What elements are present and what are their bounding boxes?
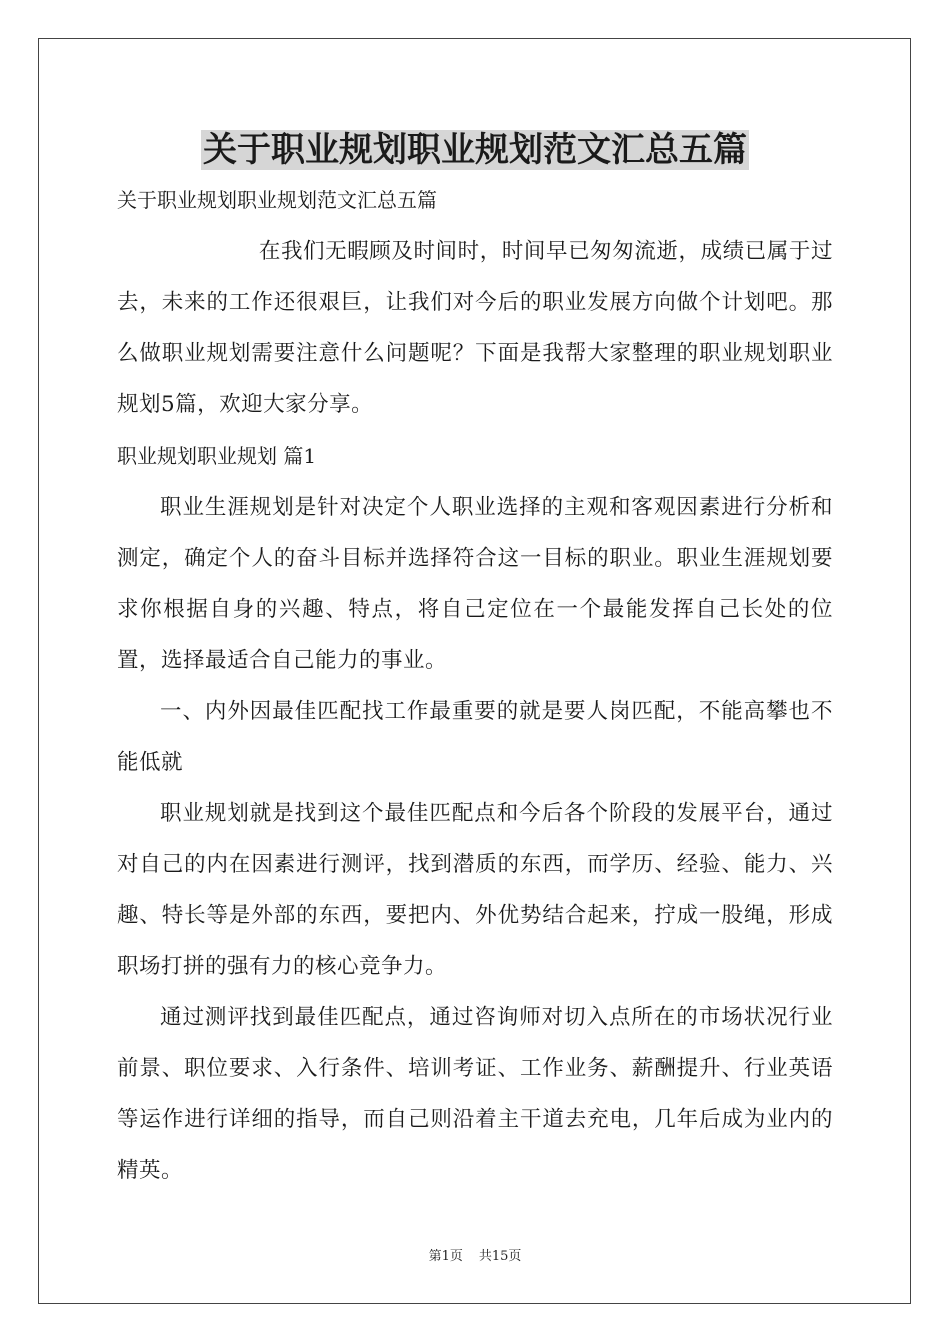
body-paragraph: 通过测评找到最佳匹配点，通过咨询师对切入点所在的市场状况行业前景、职位要求、入行条件、培训考证、工作业务、薪酬提升、行业英语等运作进行详细的指导，而自己则沿着主干道去充电，几年后成为业内的精英。	[117, 1005, 833, 1183]
document-title-text: 关于职业规划职业规划范文汇总五篇	[203, 130, 747, 170]
page-total: 共15页	[478, 1249, 522, 1264]
document-body	[117, 180, 833, 1196]
page-footer	[0, 1247, 950, 1267]
body-paragraph: 职业规划就是找到这个最佳匹配点和今后各个阶段的发展平台，通过对自己的内在因素进行测评，找到潜质的东西，而学历、经验、能力、兴趣、特长等是外部的东西，要把内、外优势结合起来，拧成一股绳，形成职场打拼的强有力的核心竞争力。	[117, 801, 833, 979]
body-paragraph: 一、内外因最佳匹配找工作最重要的就是要人岗匹配，不能高攀也不能低就	[117, 699, 833, 775]
document-title	[0, 124, 950, 176]
page-number: 第1页	[428, 1249, 463, 1264]
document-subtitle: 关于职业规划职业规划范文汇总五篇	[117, 188, 437, 212]
section-heading: 职业规划职业规划 篇1	[117, 444, 317, 468]
intro-paragraph: 在我们无暇顾及时间时，时间早已匆匆流逝，成绩已属于过去，未来的工作还很艰巨，让我们对今后的职业发展方向做个计划吧。那么做职业规划需要注意什么问题呢？下面是我帮大家整理的职业规划职业规划5篇，欢迎大家分享。	[117, 239, 833, 417]
body-paragraph: 职业生涯规划是针对决定个人职业选择的主观和客观因素进行分析和测定，确定个人的奋斗目标并选择符合这一目标的职业。职业生涯规划要求你根据自身的兴趣、特点，将自己定位在一个最能发挥自己长处的位置，选择最适合自己能力的事业。	[117, 495, 833, 673]
